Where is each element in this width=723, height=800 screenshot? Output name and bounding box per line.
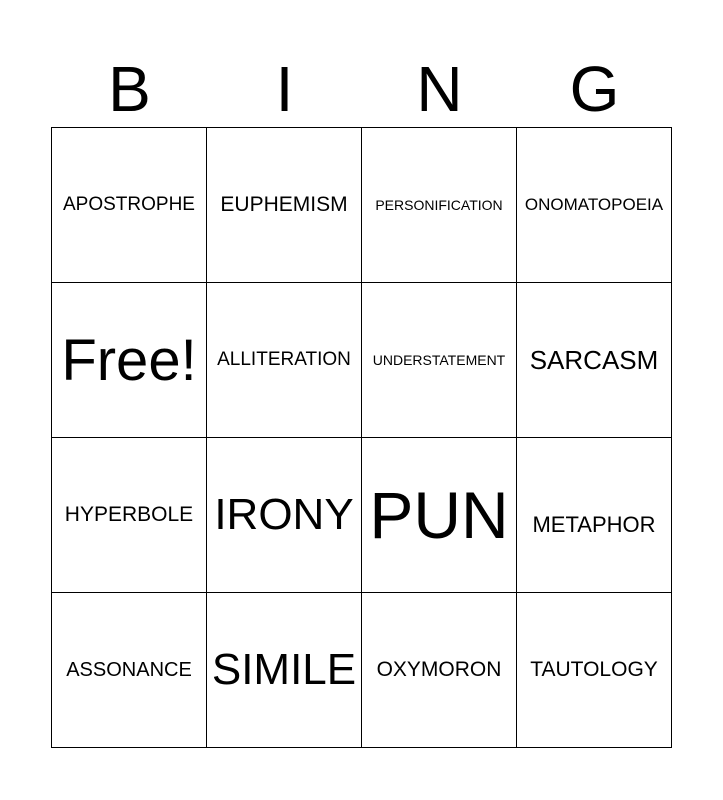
cell-text: EUPHEMISM [220, 193, 348, 216]
bingo-cell[interactable] [517, 128, 672, 283]
bingo-cell[interactable] [362, 283, 517, 438]
bingo-cell[interactable] [52, 593, 207, 748]
cell-text: SIMILE [211, 645, 357, 694]
header-letter-g: G [569, 53, 620, 125]
bingo-cell[interactable] [207, 128, 362, 283]
bingo-cell[interactable] [362, 593, 517, 748]
cell-text: SARCASM [529, 344, 659, 375]
bingo-cell[interactable] [207, 283, 362, 438]
header-letter-n: N [416, 53, 463, 125]
bingo-cell[interactable] [362, 128, 517, 283]
cell-text: ALLITERATION [217, 349, 351, 370]
bingo-cell[interactable] [517, 593, 672, 748]
bingo-cell[interactable] [207, 438, 362, 593]
bingo-cell[interactable] [207, 593, 362, 748]
bingo-header [52, 50, 672, 128]
cell-text: PERSONIFICATION [375, 197, 503, 213]
bingo-cell[interactable] [517, 283, 672, 438]
bingo-cell[interactable] [517, 438, 672, 593]
cell-text: IRONY [214, 490, 354, 539]
cell-text: Free! [61, 327, 197, 393]
cell-text: APOSTROPHE [63, 194, 195, 215]
cell-text: HYPERBOLE [64, 503, 194, 526]
header-letter-b: B [108, 53, 151, 125]
free-space-cell[interactable] [52, 283, 207, 438]
cell-text: ONOMATOPOEIA [524, 195, 664, 214]
bingo-cell[interactable] [52, 128, 207, 283]
cell-text: PUN [369, 478, 509, 552]
cell-text: TAUTOLOGY [530, 658, 658, 681]
cell-text: METAPHOR [532, 512, 656, 537]
bingo-cell[interactable] [362, 438, 517, 593]
bingo-cell[interactable] [52, 438, 207, 593]
cell-text: UNDERSTATEMENT [372, 352, 506, 368]
cell-text: ASSONANCE [66, 658, 192, 681]
cell-text: OXYMORON [376, 658, 502, 681]
bingo-grid [51, 127, 672, 748]
header-letter-i: I [275, 53, 294, 125]
